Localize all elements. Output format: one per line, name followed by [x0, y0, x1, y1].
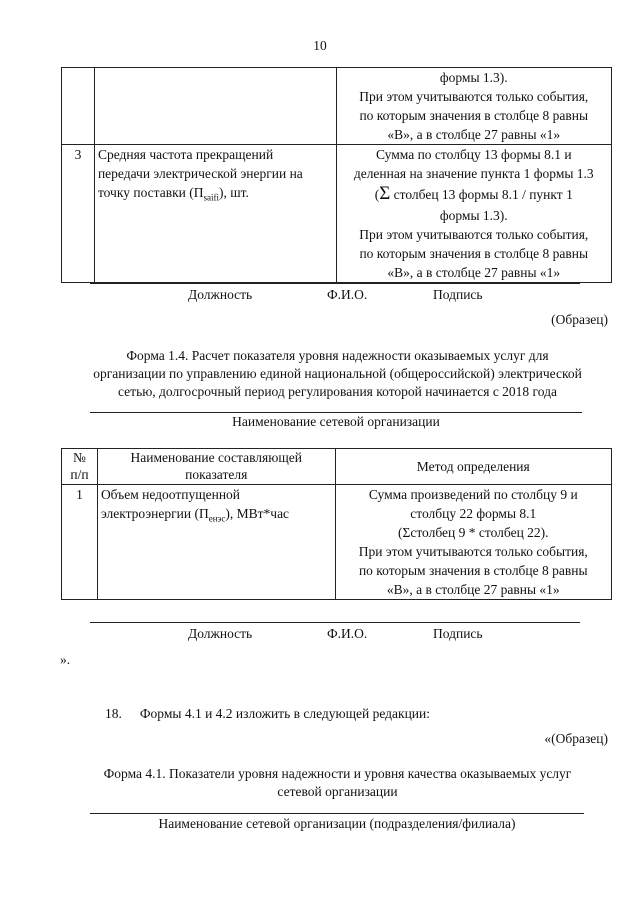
table-row	[62, 145, 612, 283]
method-line: Сумма произведений по столбцу 9 и	[368, 487, 578, 502]
signature-fio-label: Ф.И.О.	[327, 287, 368, 302]
name-line: Объем недоотпущенной	[100, 487, 241, 502]
closing-quote: ».	[60, 652, 71, 667]
table-cell-name	[97, 485, 335, 600]
table-continuation	[61, 67, 612, 283]
sample-label: «(Образец)	[544, 731, 608, 746]
method-line: Сумма по столбцу 13 формы 8.1 и	[375, 147, 572, 162]
method-line: При этом учитываются только события,	[359, 227, 589, 242]
method-line: «В», а в столбце 27 равны «1»	[387, 265, 561, 280]
name-line: точку поставки $(П_{saifi})$, шт.	[97, 185, 249, 203]
signature-position-label: Должность	[188, 287, 253, 302]
method-line: (Σстолбец 9 * столбец 22).	[397, 525, 549, 540]
table-row	[62, 68, 612, 145]
name-line: электроэнергии $(П_{енэс})$, МВт*час	[100, 506, 290, 524]
table-cell-method	[335, 485, 611, 600]
table-cell-num: 3	[62, 145, 95, 283]
table-row	[62, 485, 612, 600]
signature-position-label: Должность	[188, 626, 253, 641]
method-line: «В», а в столбце 27 равны «1»	[387, 127, 561, 142]
table-cell-method	[336, 68, 611, 145]
method-line: по которым значения в столбце 8 равны	[359, 246, 589, 261]
table-header-row	[62, 449, 612, 485]
table-cell-num: 1	[62, 485, 98, 600]
method-line: деленная на значение пункта 1 формы 1.3	[353, 166, 594, 181]
header-num: № п/п	[62, 449, 98, 485]
item-18	[105, 706, 430, 722]
signature-sign-label: Подпись	[433, 626, 483, 641]
table-cell-name	[94, 68, 336, 145]
page-number: 10	[313, 38, 327, 53]
method-line: При этом учитываются только события,	[359, 89, 589, 104]
item-number: 18.	[105, 706, 122, 721]
table-cell-name	[94, 145, 336, 283]
signature-sign-label: Подпись	[433, 287, 483, 302]
signature-line	[90, 622, 580, 623]
table-form-1-4	[61, 448, 612, 600]
name-line: Средняя частота прекращений	[97, 147, 274, 162]
sample-label: (Образец)	[551, 312, 608, 327]
item-text: Формы 4.1 и 4.2 изложить в следующей редакции:	[139, 706, 431, 721]
sigma-symbol: Σ	[379, 183, 391, 204]
method-line: по которым значения в столбце 8 равны	[358, 563, 588, 578]
method-line: (Σ столбец 13 формы 8.1 / пункт 1	[374, 183, 573, 204]
method-line: формы 1.3).	[439, 70, 508, 85]
table-cell-method	[336, 145, 611, 283]
form-1-4-title: Форма 1.4. Расчет показателя уровня надежности оказываемых услуг для организации по управлению единой национальной (общероссийской) электрической сетью, долгосрочный период регулирования которой начинается с 2018 года	[93, 348, 582, 399]
method-line: При этом учитываются только события,	[358, 544, 588, 559]
header-name: Наименование составляющей показателя	[97, 449, 335, 485]
table-cell-num	[62, 68, 95, 145]
org-name-line	[90, 412, 582, 413]
signature-fio-label: Ф.И.О.	[327, 626, 368, 641]
org-name-label: Наименование сетевой организации	[232, 414, 440, 429]
method-line: по которым значения в столбце 8 равны	[359, 108, 589, 123]
org-name-line	[90, 813, 584, 814]
form-4-1-title: Форма 4.1. Показатели уровня надежности и уровня качества оказываемых услуг сетевой организации	[103, 766, 572, 799]
method-line: столбцу 22 формы 8.1	[410, 506, 537, 521]
method-line: формы 1.3).	[439, 208, 508, 223]
name-line: передачи электрической энергии на	[97, 166, 303, 181]
header-method: Метод определения	[335, 449, 611, 485]
org-name-label: Наименование сетевой организации (подразделения/филиала)	[158, 816, 516, 831]
method-line: «В», а в столбце 27 равны «1»	[386, 582, 560, 597]
signature-line	[90, 283, 580, 284]
